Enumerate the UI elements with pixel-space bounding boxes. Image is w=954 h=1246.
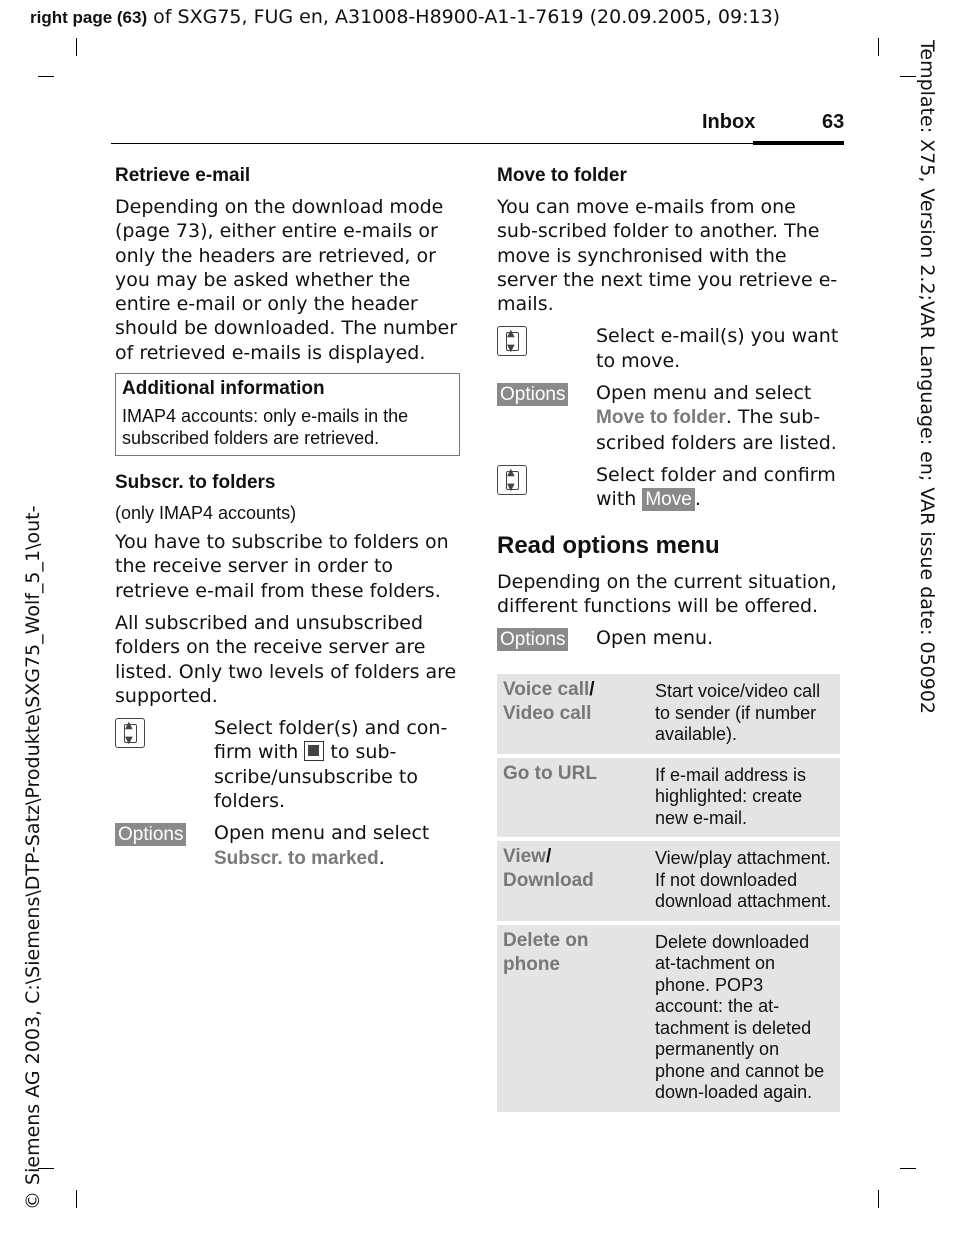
table-row: [497, 841, 840, 921]
option-name-a: View: [503, 846, 546, 868]
left-column: [115, 165, 460, 879]
options-softkey: Options: [497, 383, 568, 406]
step-text-a: Open menu and select: [596, 382, 812, 405]
option-name-separator: /: [545, 846, 552, 868]
running-header-rest: of SXG75, FUG en, A31008-H8900-A1-1-7619 (20.09.2005, 09:13): [147, 6, 781, 28]
option-name-a: Voice call: [503, 679, 590, 701]
crop-mark: [76, 1190, 77, 1208]
menu-ref-move-to-folder: Move to folder: [596, 407, 726, 429]
step-text-a: Open menu and select: [214, 822, 430, 845]
options-softkey: Options: [497, 628, 568, 651]
step-text: Open menu.: [596, 627, 714, 650]
option-name-a: Go to URL: [503, 762, 597, 784]
table-row: [497, 758, 840, 838]
crop-mark: [878, 38, 879, 56]
option-name-a: Delete on phone: [503, 929, 589, 975]
info-text: IMAP4 accounts: only e-mails in the subscribed folders are retrieved.: [122, 406, 409, 448]
option-name-separator: /: [589, 679, 595, 701]
option-description: View/play attachment. If not downloaded download attachment.: [649, 841, 840, 921]
copyright-path: © Siemens AG 2003, C:\Siemens\DTP-Satz\Produkte\SXG75_Wolf_5_1\out-: [22, 505, 44, 1210]
table-row: [497, 925, 840, 1112]
subscr-heading: Subscr. to folders: [115, 472, 276, 494]
crop-mark: [900, 1168, 916, 1169]
read-options-heading: Read options menu: [497, 531, 720, 559]
step-text-b: . The sub-scribed folders are listed.: [596, 406, 837, 454]
option-name: [497, 758, 649, 838]
table-row: [497, 674, 840, 754]
move-text: You can move e-mails from one sub-scribed folder to another. The move is synchronised with the server the next time you retrieve e-mails.: [497, 196, 838, 316]
step-text-b: .: [378, 846, 385, 869]
read-options-text: Depending on the current situation, different functions will be offered.: [497, 570, 837, 617]
option-description: If e-mail address is highlighted: create new e-mail.: [649, 758, 840, 838]
step-text: Select e-mail(s) you want to move.: [596, 325, 839, 372]
running-header: [30, 6, 780, 28]
subscr-paragraph-2: All subscribed and unsubscribed folders on the receive server are listed. Only two levels of folders are supported.: [115, 611, 457, 707]
move-step-confirm: [497, 463, 842, 512]
menu-ref-subscr-marked: Subscr. to marked: [214, 847, 379, 869]
step-text: [596, 381, 842, 455]
right-column: [497, 165, 842, 1116]
template-info: Template: X75, Version 2.2;VAR Language: en; VAR issue date: 050902: [916, 40, 938, 715]
option-description: Delete downloaded at-tachment on phone. POP3 account: the at-tachment is deleted permanently on phone and cannot be down-loaded again.: [649, 925, 840, 1112]
step-text: [596, 463, 842, 512]
subscr-step-options: [115, 821, 460, 871]
navigation-key-icon: ▲ ▼: [115, 718, 145, 748]
option-name: [497, 925, 649, 1112]
option-name-b: Download: [503, 870, 594, 892]
options-softkey: Options: [115, 823, 186, 846]
crop-mark: [76, 38, 77, 56]
running-header-bold: right page (63): [30, 8, 148, 27]
header-tab-bar: [753, 141, 844, 145]
additional-info-box: [115, 373, 460, 456]
step-text: [214, 716, 460, 813]
page-number: 63: [822, 111, 845, 133]
read-step-options: [497, 626, 842, 656]
crop-mark: [900, 76, 916, 77]
step-text-a: Select folder(s) and con-firm with: [214, 717, 448, 764]
move-heading: Move to folder: [497, 165, 627, 186]
retrieve-text: Depending on the download mode (page 73), either entire e-mails or only the headers are retrieved, or you may be asked whether the entire e-mail or only the header should be downloaded. The number of retrieved e-mails is displayed.: [115, 196, 458, 364]
info-title: Additional information: [122, 378, 325, 400]
step-text: [214, 821, 460, 871]
center-key-icon: [304, 741, 324, 761]
step-text-b: .: [694, 488, 701, 511]
step-text-b: to sub-scribe/unsubscribe to folders.: [214, 741, 418, 813]
option-name-b: Video call: [503, 703, 592, 725]
page-title: Inbox: [702, 111, 756, 133]
navigation-key-icon: ▲ ▼: [497, 465, 527, 495]
step-text-a: Select folder and confirm with: [596, 463, 836, 511]
subscr-paragraph-1: You have to subscribe to folders on the receive server in order to retrieve e-mail from these folders.: [115, 531, 449, 602]
header-rule: [111, 143, 844, 144]
move-step-select: [497, 324, 842, 373]
move-step-options: [497, 381, 842, 455]
crop-mark: [878, 1190, 879, 1208]
retrieve-heading: Retrieve e-mail: [115, 165, 251, 186]
subscr-step-select: [115, 716, 460, 813]
option-name: [497, 674, 649, 754]
crop-mark: [38, 76, 54, 77]
options-table: [497, 670, 840, 1116]
navigation-key-icon: ▲ ▼: [497, 326, 527, 356]
option-description: Start voice/video call to sender (if number available).: [649, 674, 840, 754]
option-name: [497, 841, 649, 921]
subscr-note: (only IMAP4 accounts): [115, 503, 297, 524]
move-softkey: Move: [642, 488, 694, 511]
